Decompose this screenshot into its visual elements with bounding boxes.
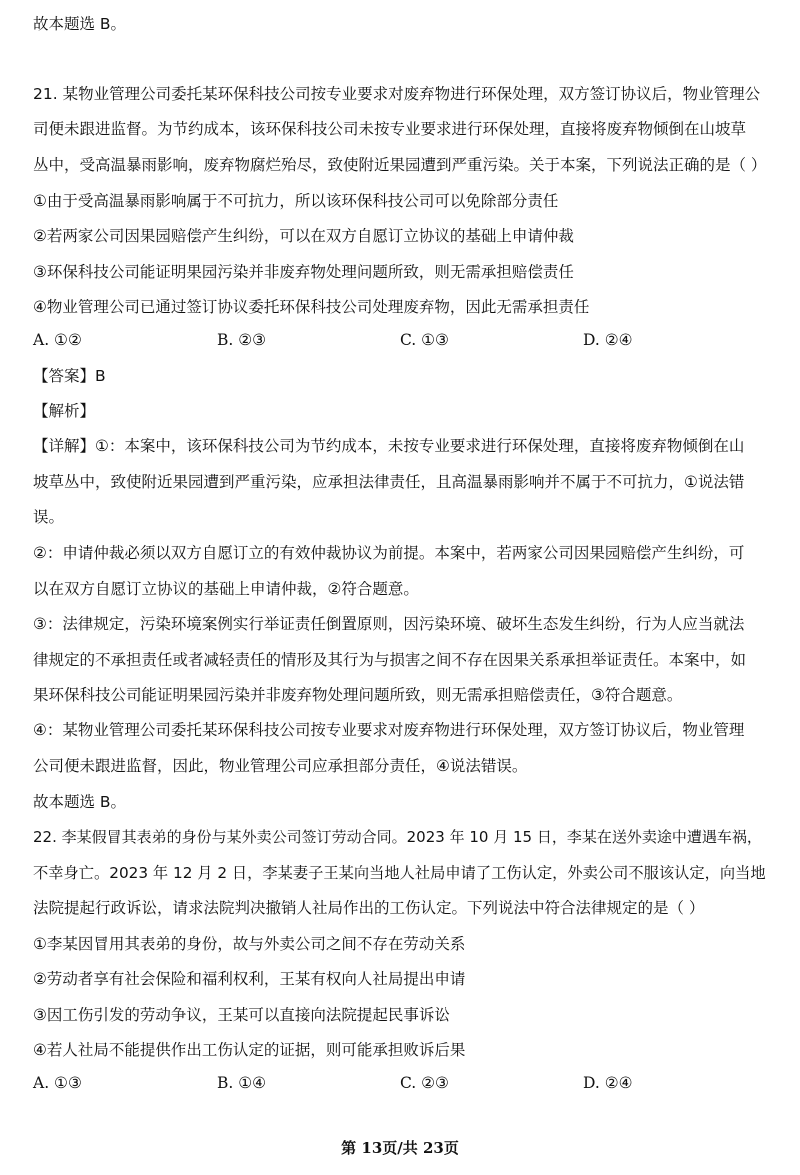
option-c: C. ②③ bbox=[400, 1074, 449, 1092]
text-line: 误。 bbox=[33, 508, 65, 526]
statement-3: ③因工伤引发的劳动争议，王某可以直接向法院提起民事诉讼 bbox=[33, 1006, 450, 1024]
statement-2: ②若两家公司因果园赔偿产生纠纷，可以在双方自愿订立协议的基础上申请仲裁 bbox=[33, 227, 574, 245]
text-line: 司便未跟进监督。为节约成本，该环保科技公司未按专业要求进行环保处理，直接将废弃物倾倒在山坡草 bbox=[33, 120, 747, 138]
text-line: 果环保科技公司能证明果园污染并非废弃物处理问题所致，则无需承担赔偿责任，③符合题意。 bbox=[33, 686, 683, 704]
question-21-stem: 21. 某物业管理公司委托某环保科技公司按专业要求对废弃物进行环保处理，双方签订协议后，物业管理公 bbox=[33, 85, 761, 103]
text-line: 坡草丛中，致使附近果园遭到严重污染，应承担法律责任，且高温暴雨影响并不属于不可抗力，①说法错 bbox=[33, 473, 745, 491]
question-21-options bbox=[33, 330, 773, 350]
option-d: D. ②④ bbox=[583, 1074, 633, 1092]
text-line: ④：某物业管理公司委托某环保科技公司按专业要求对废弃物进行环保处理，双方签订协议后，物业管理 bbox=[33, 721, 745, 739]
question-22-stem: 22. 李某假冒其表弟的身份与某外卖公司签订劳动合同。2023 年 10 月 15 日，李某在送外卖途中遭遇车祸， bbox=[33, 828, 762, 846]
statement-2: ②劳动者享有社会保险和福利权利，王某有权向人社局提出申请 bbox=[33, 970, 466, 988]
text-line: 故本题选 B。 bbox=[33, 793, 127, 811]
text-line: 律规定的不承担责任或者减轻责任的情形及其行为与损害之间不存在因果关系承担举证责任。本案中，如 bbox=[33, 651, 747, 669]
question-22-options bbox=[33, 1073, 773, 1093]
text-line: 法院提起行政诉讼，请求法院判决撤销人社局作出的工伤认定。下列说法中符合法律规定的是（ ） bbox=[33, 899, 705, 917]
text-line: 丛中，受高温暴雨影响，废弃物腐烂殆尽，致使附近果园遭到严重污染。关于本案，下列说法正确的是（ ） bbox=[33, 156, 767, 174]
option-c: C. ①③ bbox=[400, 331, 449, 349]
statement-4: ④若人社局不能提供作出工伤认定的证据，则可能承担败诉后果 bbox=[33, 1041, 466, 1059]
option-b: B. ②③ bbox=[217, 331, 267, 349]
text-line: ②：申请仲裁必须以双方自愿订立的有效仲裁协议为前提。本案中，若两家公司因果园赔偿产生纠纷，可 bbox=[33, 544, 745, 562]
page-footer: 第 13页/共 23页 bbox=[341, 1139, 459, 1157]
option-b: B. ①④ bbox=[217, 1074, 267, 1092]
answer-label: 【答案】B bbox=[33, 367, 106, 385]
text-line: 【详解】①：本案中，该环保科技公司为节约成本，未按专业要求进行环保处理，直接将废弃物倾倒在山 bbox=[33, 437, 745, 455]
text-line: 不幸身亡。2023 年 12 月 2 日，李某妻子王某向当地人社局申请了工伤认定，外卖公司不服该认定，向当地 bbox=[33, 864, 766, 882]
text-line: 故本题选 B。 bbox=[33, 15, 127, 33]
option-d: D. ②④ bbox=[583, 331, 633, 349]
statement-1: ①由于受高温暴雨影响属于不可抗力，所以该环保科技公司可以免除部分责任 bbox=[33, 192, 559, 210]
text-line: ③：法律规定，污染环境案例实行举证责任倒置原则，因污染环境、破坏生态发生纠纷，行为人应当就法 bbox=[33, 615, 745, 633]
statement-3: ③环保科技公司能证明果园污染并非废弃物处理问题所致，则无需承担赔偿责任 bbox=[33, 263, 574, 281]
text-line: 公司便未跟进监督，因此，物业管理公司应承担部分责任，④说法错误。 bbox=[33, 757, 528, 775]
option-a: A. ①② bbox=[33, 331, 82, 349]
statement-4: ④物业管理公司已通过签订协议委托环保科技公司处理废弃物，因此无需承担责任 bbox=[33, 298, 590, 316]
statement-1: ①李某因冒用其表弟的身份，故与外卖公司之间不存在劳动关系 bbox=[33, 935, 466, 953]
analysis-label: 【解析】 bbox=[33, 402, 96, 420]
option-a: A. ①③ bbox=[33, 1074, 82, 1092]
text-line: 以在双方自愿订立协议的基础上申请仲裁，②符合题意。 bbox=[33, 580, 419, 598]
